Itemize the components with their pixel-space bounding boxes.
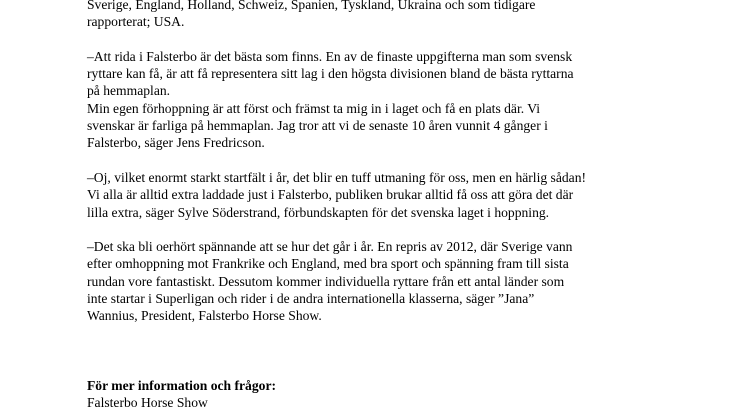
paragraph-countries — [87, 0, 727, 31]
contact-organization: Falsterbo Horse Show — [87, 394, 208, 410]
text-line: –Att rida i Falsterbo är det bästa som finns. En av de finaste uppgifterna man som svensk — [87, 48, 573, 64]
paragraph-spacer — [87, 31, 727, 48]
text-line: lilla extra, säger Sylve Söderstrand, förbundskapten för det svenska laget i hoppning. — [87, 204, 550, 220]
text-line: Wannius, President, Falsterbo Horse Show. — [87, 308, 322, 324]
text-line: Min egen förhoppning är att först och främst ta mig in i laget och få en plats där. Vi — [87, 100, 541, 116]
text-line: svenskar är farliga på hemmaplan. Jag tror att vi de senaste 10 åren vunnit 4 gånger i — [87, 118, 548, 134]
text-line: –Det ska bli oerhört spännande att se hur det går i år. En repris av 2012, där Sverige vann — [87, 239, 573, 255]
text-line: Sverige, England, Holland, Schweiz, Spanien, Tyskland, Ukraina och som tidigare — [87, 0, 536, 12]
section-spacer — [87, 325, 727, 377]
text-line: rundan vore fantastiskt. Dessutom kommer individuella ryttare från ett antal länder som — [87, 273, 565, 289]
text-line: efter omhoppning mot Frankrike och England, med bra sport och spänning fram till sista — [87, 256, 569, 272]
paragraph-spacer — [87, 152, 727, 169]
text-line: rapporterat; USA. — [87, 14, 185, 30]
text-line: ryttare kan få, är att få representera sitt lag i den högsta divisionen bland de bästa ryttarna — [87, 66, 574, 82]
text-line: Falsterbo, säger Jens Fredricson. — [87, 135, 265, 151]
document-page — [87, 0, 727, 411]
text-line: Vi alla är alltid extra laddade just i Falsterbo, publiken brukar alltid få oss att göra det där — [87, 187, 574, 203]
paragraph-quote-jens-fredricson — [87, 48, 727, 152]
paragraph-quote-sylve-soderstrand — [87, 169, 727, 221]
text-line: –Oj, vilket enormt starkt startfält i år, det blir en tuff utmaning för oss, men en härlig sådan! — [87, 169, 587, 185]
text-line: inte startar i Superligan och rider i de andra internationella klasserna, säger ”Jana” — [87, 291, 535, 307]
text-line: på hemmaplan. — [87, 83, 171, 99]
paragraph-quote-jana-wannius — [87, 238, 727, 324]
contact-heading: För mer information och frågor: — [87, 377, 277, 393]
contact-section — [87, 377, 727, 412]
paragraph-spacer — [87, 221, 727, 238]
